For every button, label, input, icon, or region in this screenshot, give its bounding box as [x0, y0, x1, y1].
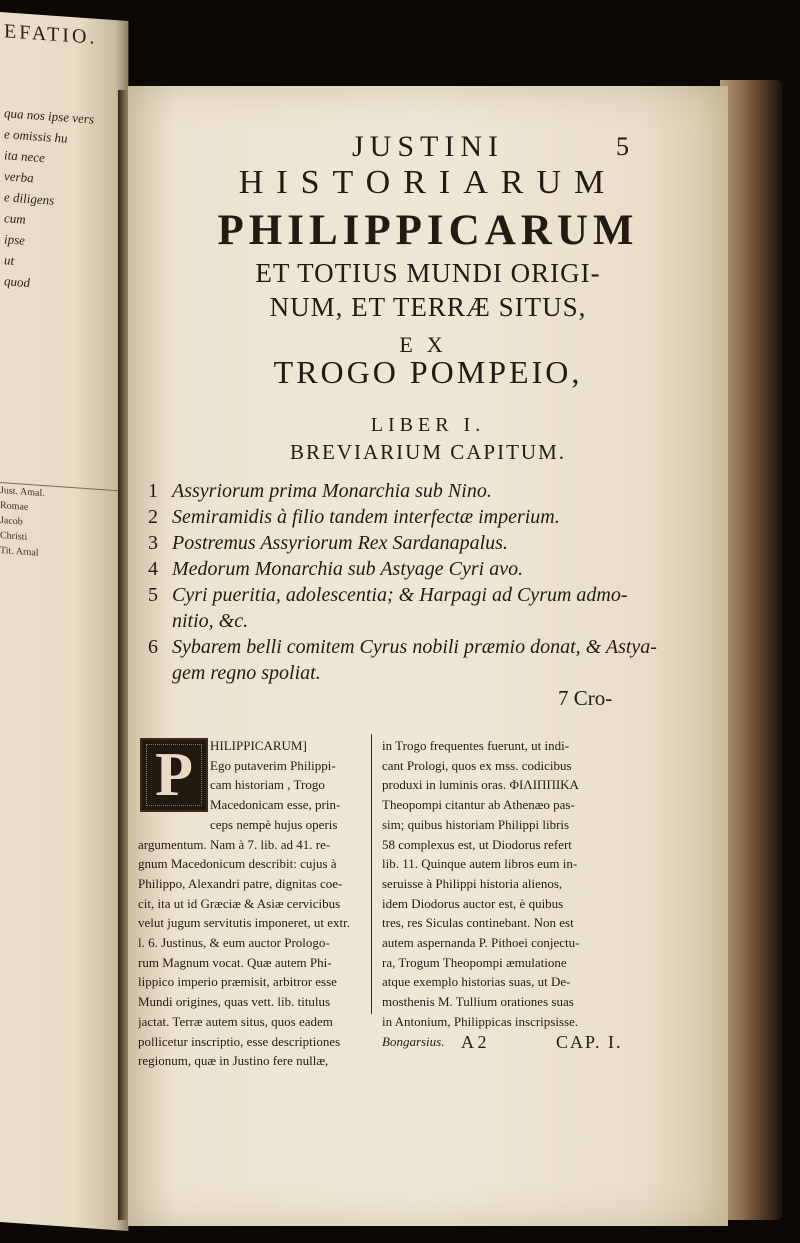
- commentary-line: autem aspernanda P. Pithoei conjectu-: [382, 935, 580, 951]
- column-divider: [371, 734, 372, 1014]
- catchword: 7 Cro-: [558, 686, 613, 710]
- chapter-number: 5: [148, 584, 158, 606]
- commentary-line: in Antonium, Philippicas inscripsisse.: [382, 1013, 579, 1029]
- title-line-7: TROGO POMPEIO,: [273, 354, 583, 390]
- commentary-line: jactat. Terræ autem situs, quos eadem: [138, 1013, 333, 1029]
- commentary-line: Ego putaverim Philippi-: [210, 757, 336, 773]
- chapter-item: [148, 530, 728, 556]
- left-page: [0, 12, 129, 1231]
- commentary-line: in Trogo frequentes fuerunt, ut indi-: [382, 738, 570, 753]
- commentary-line: atque exemplo historias suas, ut De-: [382, 974, 571, 990]
- title-line-6: EX: [399, 332, 457, 357]
- chapter-text: nitio, &c.: [172, 610, 249, 632]
- commentary-line: l. 6. Justinus, & eum auctor Prologo-: [138, 935, 330, 951]
- left-line: ut: [4, 252, 15, 268]
- title-line-4: ET TOTIUS MUNDI ORIGI-: [255, 258, 601, 288]
- chapter-number: 1: [148, 480, 158, 502]
- commentary-line: tres, res Siculas continebant. Non est: [382, 915, 574, 931]
- left-page-header: EFATIO.: [4, 20, 98, 49]
- left-line: ita nece: [4, 147, 45, 166]
- commentary-left-column: [138, 736, 370, 1071]
- commentary-line: seruisse à Philippi historia alienos,: [382, 875, 563, 891]
- commentary-line: lib. 11. Quinque autem libros eum in-: [382, 856, 578, 872]
- commentary-line: Philippo, Alexandri patre, dignitas coe-: [138, 875, 343, 891]
- chapter-list: [148, 478, 728, 686]
- breviarium-heading: BREVIARIUM CAPITUM.: [289, 440, 566, 464]
- chapter-item: [148, 478, 728, 504]
- commentary-line: HILIPPICARUM]: [210, 738, 307, 753]
- signature-mark: A 2: [461, 1032, 487, 1052]
- chapter-item: [148, 608, 728, 634]
- chapter-text: gem regno spoliat.: [172, 662, 321, 684]
- left-line: e diligens: [4, 189, 55, 208]
- commentary-line: pollicetur inscriptio, esse descriptiones: [138, 1033, 341, 1049]
- chapter-number: 3: [148, 532, 158, 554]
- chapter-item: [148, 634, 728, 660]
- left-line: ipse: [4, 231, 25, 248]
- commentary-right-column: [382, 736, 628, 1051]
- left-col-line: Christi: [0, 530, 28, 543]
- chapter-item: [148, 504, 728, 530]
- commentary-line: idem Diodorus auctor est, è quibus: [382, 895, 564, 911]
- commentary-line: velut jugum servitutis imponeret, ut extr.: [138, 915, 350, 931]
- commentary-line: produxi in luminis oras. ΦΙΛΙΠΠΙΚΑ: [382, 777, 579, 793]
- page-number: 5: [616, 132, 629, 161]
- chapter-text: Cyri pueritia, adolescentia; & Harpagi ad Cyrum admo-: [172, 584, 628, 606]
- commentary-line: cam historiam , Trogo: [210, 777, 325, 793]
- commentary-line: Theopompi citantur ab Athenæo pas-: [382, 797, 575, 813]
- chapter-text: Semiramidis à filio tandem interfectæ imperium.: [172, 506, 560, 528]
- left-col-line: Romae: [0, 500, 29, 513]
- title-line-5: NUM, ET TERRÆ SITUS,: [269, 292, 587, 322]
- commentary-line: Macedonicam esse, prin-: [210, 797, 341, 813]
- chapter-text: Assyriorum prima Monarchia sub Nino.: [172, 480, 492, 502]
- commentary-line: ceps nempè hujus operis: [210, 816, 338, 832]
- left-line: quod: [4, 273, 30, 291]
- chapter-text: Sybarem belli comitem Cyrus nobili præmio donat, & Astya-: [172, 636, 657, 658]
- commentary-line: rum Magnum vocat. Quæ autem Phi-: [138, 954, 332, 970]
- commentary-line: ra, Trogum Theopompi æmulatione: [382, 954, 567, 970]
- chapter-item: [148, 582, 728, 608]
- chapter-number: 2: [148, 506, 158, 528]
- left-col-line: Just. Amal.: [0, 485, 45, 500]
- title-line-2: HISTORIARUM: [238, 164, 618, 201]
- commentary-line: sim; quibus historiam Philippi libris: [382, 816, 570, 832]
- chapter-number: 6: [148, 636, 158, 658]
- commentary-line: gnum Macedonicum describit: cujus à: [138, 856, 337, 872]
- left-line: cum: [4, 210, 26, 227]
- left-col-line: Tit. Arnal: [0, 545, 39, 559]
- commentary-line: regionum, quæ in Justino fere nullæ,: [138, 1053, 329, 1069]
- catchword-cap: CAP. I.: [556, 1032, 623, 1052]
- left-page-text: [4, 102, 114, 299]
- commentary-line: cit, ita ut id Græciæ & Asiæ cervicibus: [138, 895, 341, 911]
- left-page-column: [0, 482, 118, 871]
- left-col-line: Jacob: [0, 515, 23, 528]
- title-line-3: PHILIPPICARUM: [217, 207, 639, 254]
- left-line: e omissis hu: [4, 126, 68, 146]
- commentary-line: lippico imperio præmisit, arbitror esse: [138, 974, 337, 990]
- chapter-text: Medorum Monarchia sub Astyage Cyri avo.: [172, 558, 524, 580]
- decorated-initial: P: [140, 738, 208, 812]
- chapter-number: 4: [148, 558, 158, 580]
- chapter-item: [148, 660, 728, 686]
- chapter-item: [148, 556, 728, 582]
- left-line: qua nos ipse vers: [4, 105, 94, 127]
- book-number-heading: LIBER I.: [370, 414, 486, 436]
- commentary-line: Mundi origines, quas vett. lib. titulus: [138, 994, 331, 1010]
- book-fore-edge: [720, 80, 782, 1220]
- commentary-line: argumentum. Nam à 7. lib. ad 41. re-: [138, 836, 331, 852]
- commentary-signature: Bongarsius.: [382, 1033, 445, 1049]
- commentary-line: cant Prologi, quos ex mss. codicibus: [382, 757, 572, 773]
- commentary-line: mosthenis M. Tullium orationes suas: [382, 994, 574, 1010]
- right-page: [128, 86, 728, 1226]
- chapter-text: Postremus Assyriorum Rex Sardanapalus.: [172, 532, 508, 554]
- left-line: verba: [4, 168, 34, 186]
- title-line-1: JUSTINI: [352, 130, 504, 163]
- commentary-line: 58 complexus est, ut Diodorus refert: [382, 836, 572, 852]
